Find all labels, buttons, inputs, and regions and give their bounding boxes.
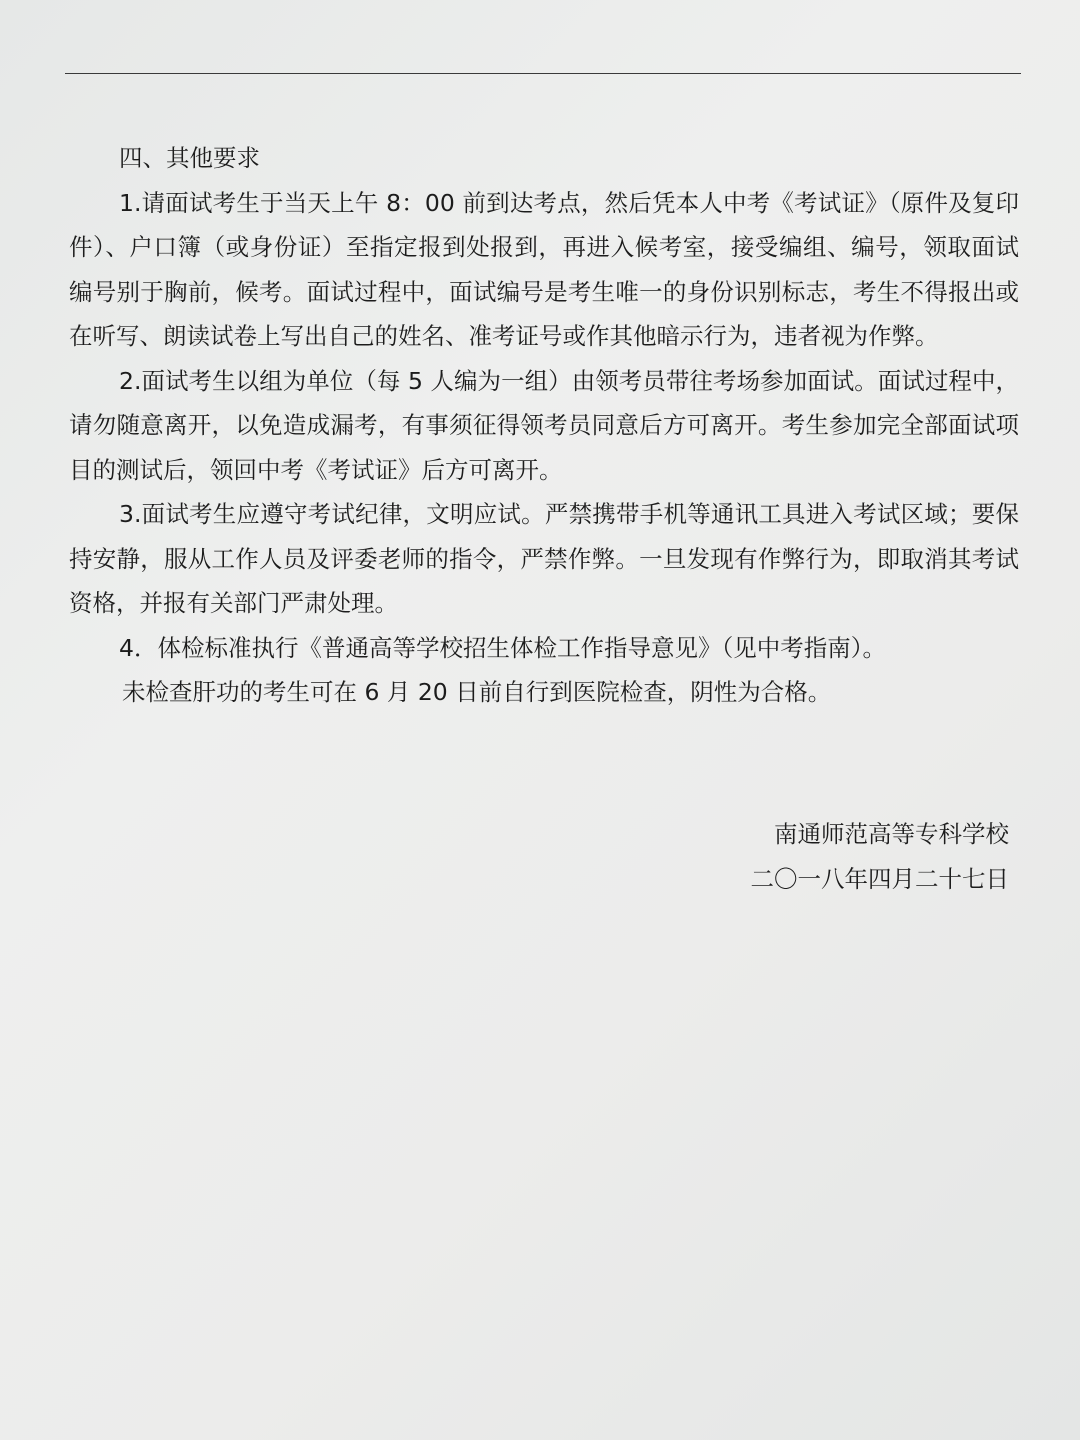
signature-block [751, 812, 1010, 902]
paragraph-4: 4．体检标准执行《普通高等学校招生体检工作指导意见》（见中考指南）。 [119, 633, 886, 662]
paragraph-1: 1.请面试考生于当天上午 8：00 前到达考点，然后凭本人中考《考试证》（原件及复印件）、户口簿（或身份证）至指定报到处报到，再进入候考室，接受编组、编号，领取面试编号别于胸前，候考。面试过程中，面试编号是考生唯一的身份识别标志，考生不得报出或在听写、朗读试卷上写出自己的姓名、准考证号或作其他暗示行为，违者视为作弊。 [69, 188, 1019, 350]
section-title: 四、其他要求 [119, 144, 260, 172]
school-name: 南通师范高等专科学校 [774, 820, 1009, 848]
paragraph-3: 3.面试考生应遵守考试纪律，文明应试。严禁携带手机等通讯工具进入考试区域；要保持安静，服从工作人员及评委老师的指令，严禁作弊。一旦发现有作弊行为，即取消其考试资格，并报有关部门严肃处理。 [69, 500, 1019, 617]
paragraph-2: 2.面试考生以组为单位（每 5 人编为一组）由领考员带往考场参加面试。面试过程中，请勿随意离开，以免造成漏考，有事须征得领考员同意后方可离开。考生参加完全部面试项目的测试后，领回中考《考试证》后方可离开。 [69, 366, 1019, 484]
issue-date: 二〇一八年四月二十七日 [750, 865, 1009, 893]
liver-test-note: 未检查肝功的考生可在 6 月 20 日前自行到医院检查，阴性为合格。 [122, 678, 832, 706]
document-body [69, 136, 1019, 715]
header-rule [65, 73, 1021, 74]
